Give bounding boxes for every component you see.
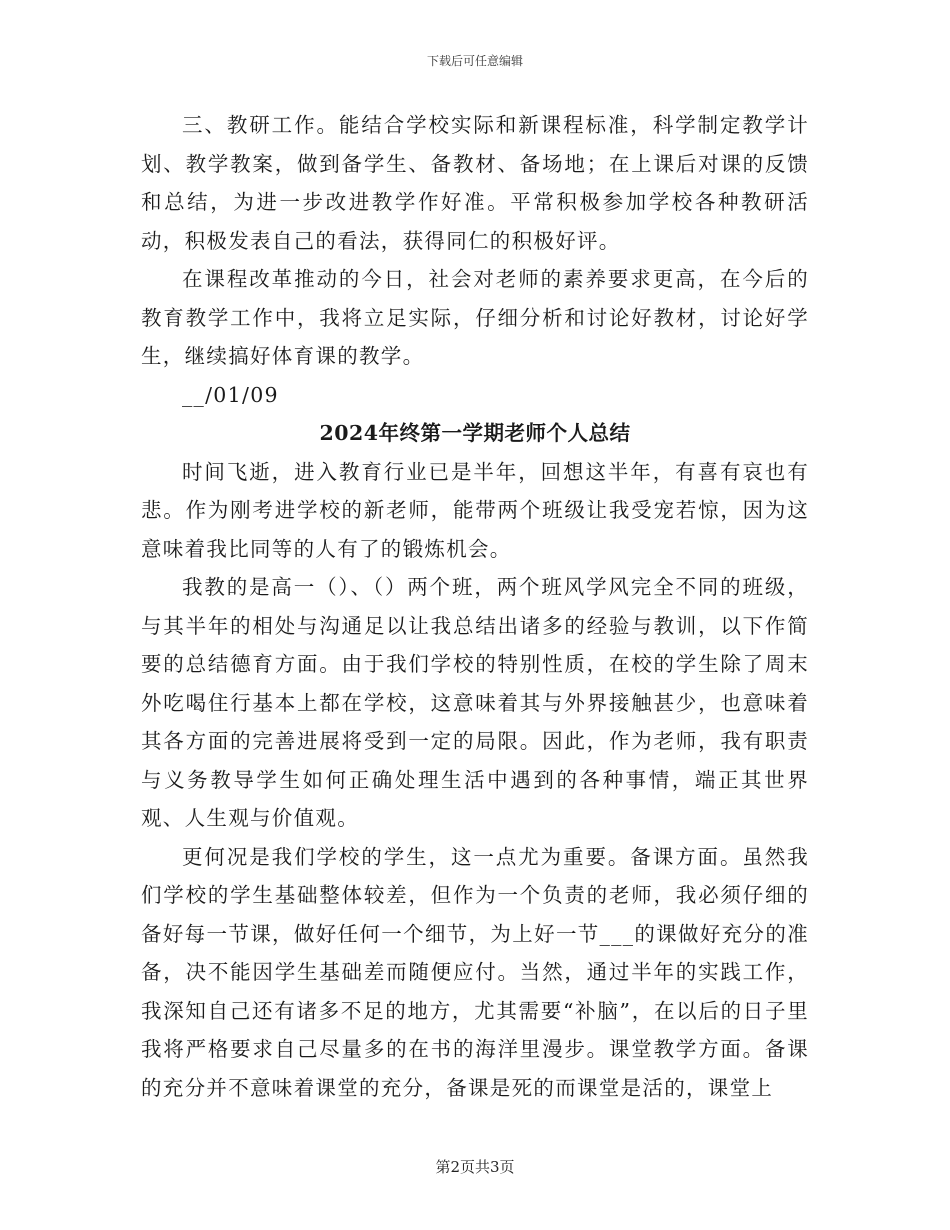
- section-title: 2024年终第一学期老师个人总结: [319, 421, 631, 445]
- paragraph-lesson-preparation: 更何况是我们学校的学生，这一点尤为重要。备课方面。虽然我们学校的学生基础整体较差，但作为一个负责的老师，我必须仔细的备好每一节课，做好任何一个细节，为上好一节___的课做好充分的准备，决不能因学生基础差而随便应付。当然，通过半年的实践工作，我深知自己还有诸多不足的地方，尤其需要“补脑”，在以后的日子里我将严格要求自己尽量多的在书的海洋里漫步。课堂教学方面。备课的充分并不意味着课堂的充分，备课是死的而课堂是活的，课堂上: [141, 844, 809, 1100]
- document-body: [141, 106, 809, 1107]
- paragraph-intro: 时间飞逝，进入教育行业已是半年，回想这半年，有喜有哀也有悲。作为刚考进学校的新老师，能带两个班级让我受宠若惊，因为这意味着我比同等的人有了的锻炼机会。: [141, 459, 809, 561]
- page-number: 第2页共3页: [435, 1158, 515, 1176]
- date-line: __/01/09: [182, 382, 279, 407]
- paragraph-curriculum-reform: 在课程改革推动的今日，社会对老师的素养要求更高，在今后的教育教学工作中，我将立足实际，仔细分析和讨论好教材，讨论好学生，继续搞好体育课的教学。: [141, 267, 809, 368]
- header-note: 下载后可任意编辑: [426, 54, 523, 68]
- paragraph-teaching-research: 三、教研工作。能结合学校实际和新课程标准，科学制定教学计划、教学教案，做到备学生、备教材、备场地；在上课后对课的反馈和总结，为进一步改进教学作好准。平常积极参加学校各种教研活动，积极发表自己的看法，获得同仁的积极好评。: [141, 113, 809, 253]
- paragraph-moral-education: 我教的是高一（）、（）两个班，两个班风学风完全不同的班级，与其半年的相处与沟通足以让我总结出诸多的经验与教训，以下作简要的总结德育方面。由于我们学校的特别性质，在校的学生除了周末外吃喝住行基本上都在学校，这意味着其与外界接触甚少，也意味着其各方面的完善进展将受到一定的局限。因此，作为老师，我有职责与义务教导学生如何正确处理生活中遇到的各种事情，端正其世界观、人生观与价值观。: [141, 575, 809, 830]
